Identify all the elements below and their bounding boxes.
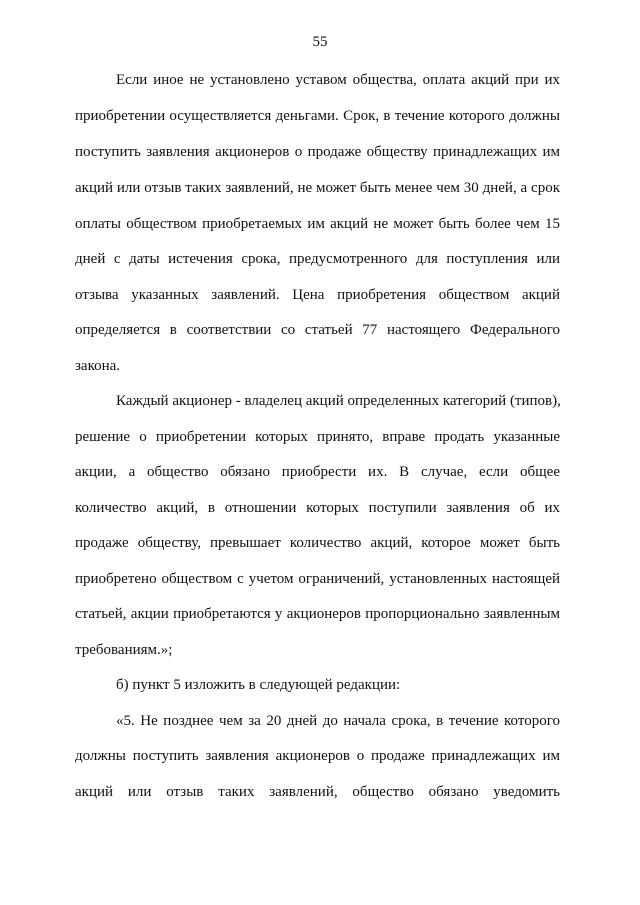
text-line: приобретении осуществляется деньгами. Срок, в течение которого должны — [75, 108, 560, 124]
text-line: дней с даты истечения срока, предусмотренного для поступления или — [75, 251, 560, 267]
text-line: акции, а общество обязано приобрести их. В случае, если общее — [75, 464, 560, 480]
text-line: определяется в соответствии со статьей 77 настоящего Федерального — [75, 322, 560, 338]
text-line: Каждый акционер - владелец акций определенных категорий (типов), — [116, 393, 561, 409]
text-line: отзыва указанных заявлений. Цена приобретения обществом акций — [75, 287, 560, 303]
text-line: продаже обществу, превышает количество акций, которое может быть — [75, 535, 560, 551]
text-line: «5. Не позднее чем за 20 дней до начала срока, в течение которого — [116, 713, 560, 729]
text-line: должны поступить заявления акционеров о продаже принадлежащих им — [75, 748, 560, 764]
text-line: статьей, акции приобретаются у акционеров пропорционально заявленным — [75, 606, 560, 622]
text-line: б) пункт 5 изложить в следующей редакции: — [116, 677, 401, 693]
text-line: количество акций, в отношении которых поступили заявления об их — [75, 500, 560, 516]
text-line: поступить заявления акционеров о продаже обществу принадлежащих им — [75, 144, 560, 160]
text-line: требованиям.»; — [75, 642, 173, 658]
text-line: оплаты обществом приобретаемых им акций не может быть более чем 15 — [75, 216, 560, 232]
page-number: 55 — [312, 34, 328, 50]
text-line: закона. — [75, 358, 121, 374]
text-line: акций или отзыв таких заявлений, общество обязано уведомить — [75, 784, 560, 800]
text-line: приобретено обществом с учетом ограничений, установленных настоящей — [75, 571, 560, 587]
text-line: акций или отзыв таких заявлений, не может быть менее чем 30 дней, а срок — [75, 180, 560, 196]
text-line: Если иное не установлено уставом общества, оплата акций при их — [116, 72, 560, 88]
text-line: решение о приобретении которых принято, вправе продать указанные — [75, 429, 560, 445]
